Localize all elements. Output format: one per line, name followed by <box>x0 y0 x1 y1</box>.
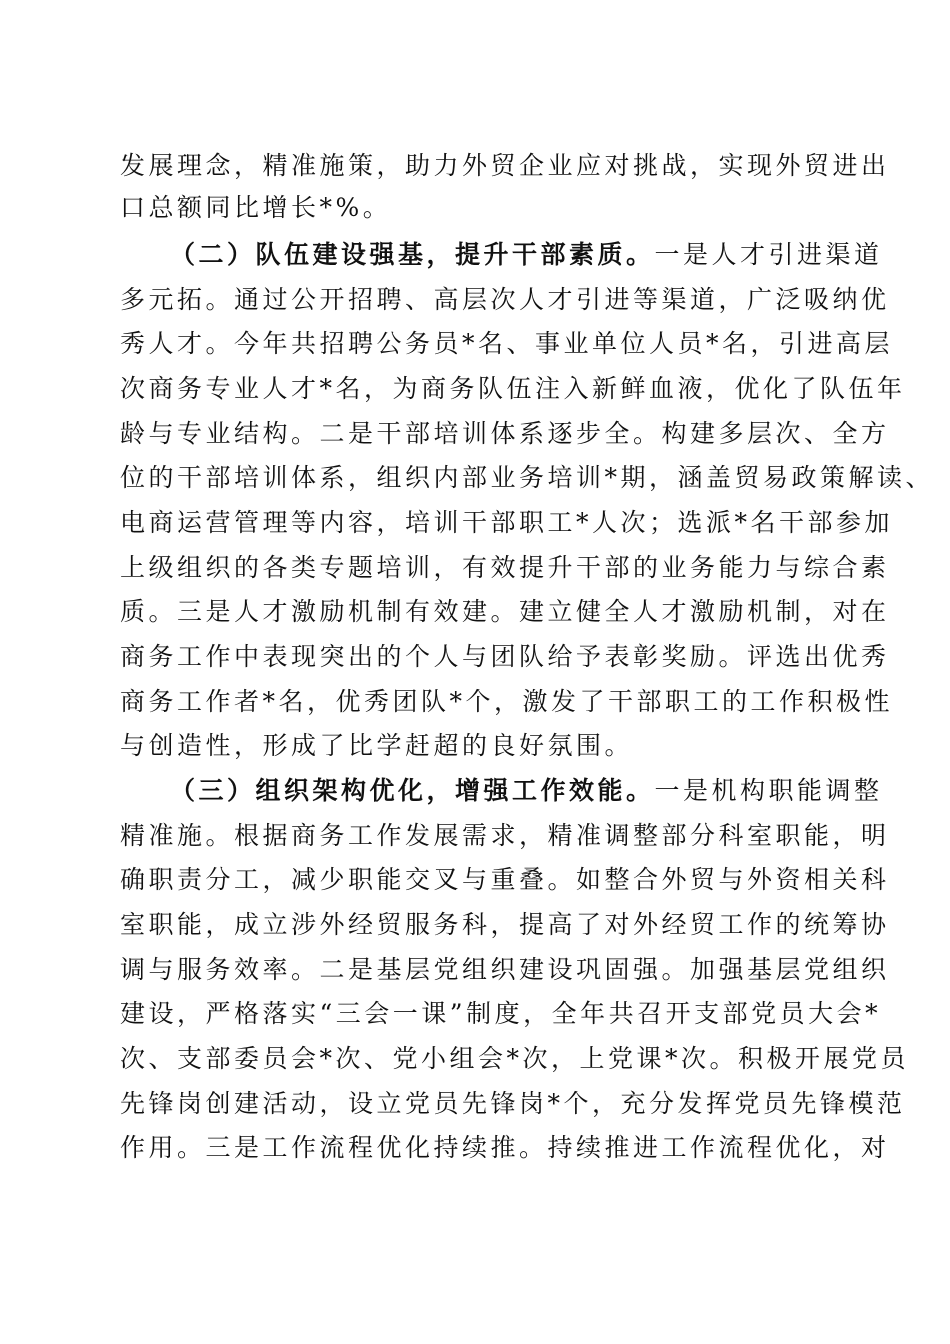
paragraph-first-line <box>170 775 883 807</box>
text-line: 质。三是人才激励机制有效建。建立健全人才激励机制，对在 <box>120 597 890 626</box>
text-line: 秀人才。今年共招聘公务员*名、事业单位人员*名，引进高层 <box>120 329 894 358</box>
text-line: 商务工作中表现突出的个人与团队给予表彰奖励。评选出优秀 <box>120 642 890 671</box>
text-line: 多元拓。通过公开招聘、高层次人才引进等渠道，广泛吸纳优 <box>120 285 890 314</box>
text-line: 精准施。根据商务工作发展需求，精准调整部分科室职能，明 <box>120 821 890 850</box>
text-line: 作用。三是工作流程优化持续推。持续推进工作流程优化，对 <box>120 1133 890 1162</box>
section-heading: （三）组织架构优化，增强工作效能。 <box>170 776 655 805</box>
text-line: 先锋岗创建活动，设立党员先锋岗*个，充分发挥党员先锋模范 <box>120 1089 906 1118</box>
paragraph-first-line <box>170 239 883 271</box>
text-line: 发展理念，精准施策，助力外贸企业应对挑战，实现外贸进出 <box>120 151 890 180</box>
text-line: 调与服务效率。二是基层党组织建设巩固强。加强基层党组织 <box>120 955 890 984</box>
text-line: 室职能，成立涉外经贸服务科，提高了对外经贸工作的统筹协 <box>120 910 890 939</box>
text-line: 建设，严格落实“三会一课”制度，全年共召开支部党员大会* <box>120 999 882 1028</box>
text-line: 电商运营管理等内容，培训干部职工*人次；选派*名干部参加 <box>120 508 894 537</box>
text-line: 上级组织的各类专题培训，有效提升干部的业务能力与综合素 <box>120 553 890 582</box>
text-line: 次商务专业人才*名，为商务队伍注入新鲜血液，优化了队伍年 <box>120 374 906 403</box>
text-line: 商务工作者*名，优秀团队*个，激发了干部职工的工作积极性 <box>120 687 894 716</box>
text-line: 次、支部委员会*次、党小组会*次，上党课*次。积极开展党员 <box>120 1044 910 1073</box>
text-line: 龄与专业结构。二是干部培训体系逐步全。构建多层次、全方 <box>120 419 890 448</box>
section-heading: （二）队伍建设强基，提升干部素质。 <box>170 240 655 269</box>
text-line: 与创造性，形成了比学赶超的良好氛围。 <box>120 731 634 760</box>
text-line: 位的干部培训体系，组织内部业务培训*期，涵盖贸易政策解读、 <box>120 463 935 492</box>
text-line: 确职责分工，减少职能交叉与重叠。如整合外贸与外资相关科 <box>120 865 890 894</box>
text-line: 口总额同比增长*%。 <box>120 193 392 222</box>
text-run: 一是人才引进渠道 <box>654 240 883 269</box>
text-run: 一是机构职能调整 <box>654 776 883 805</box>
